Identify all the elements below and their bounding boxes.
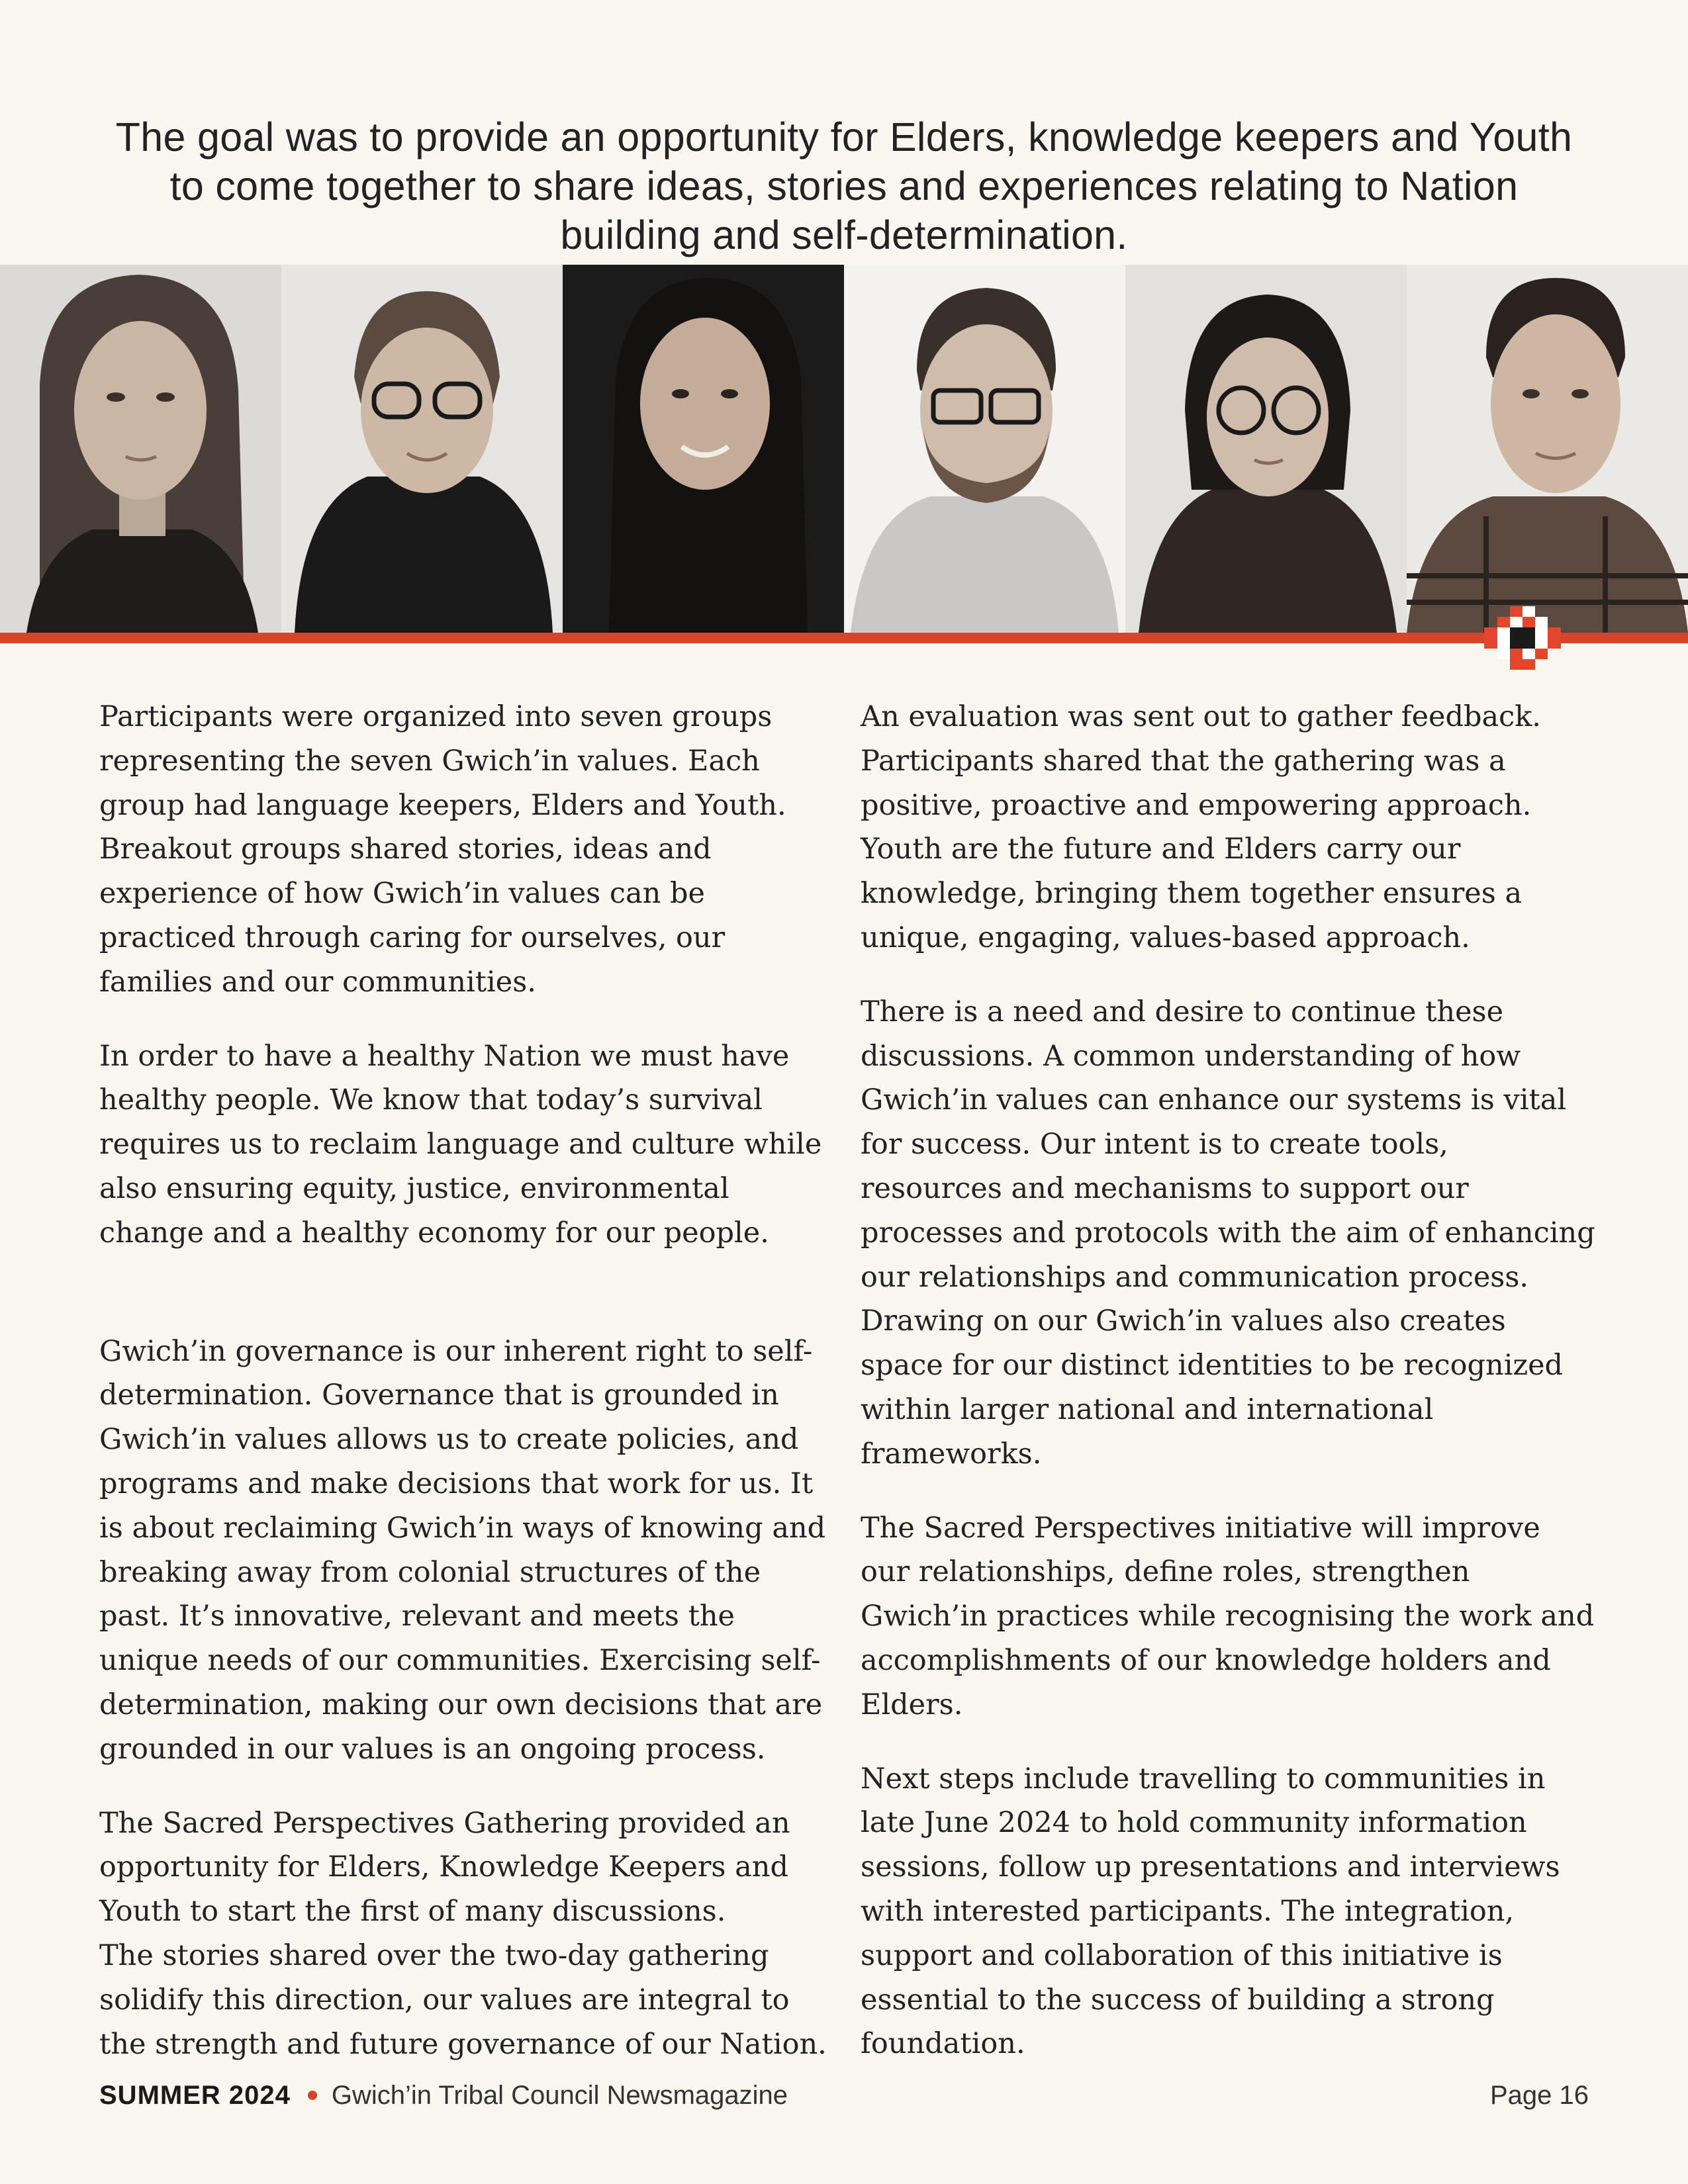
accent-rule	[0, 633, 1688, 643]
paragraph: The Sacred Perspectives Gathering provided an opportunity for Elders, Knowledge Keepers and Youth to start the first of many discussions.	[99, 1806, 790, 1929]
paragraph: An evaluation was sent out to gather feedback. Participants shared that the gathering was a positive, proactive and empowering approach. Youth are the future and Elders carry our knowledge, bringing them together ensures a unique, engaging, values-based approach.	[861, 700, 1541, 954]
paragraph: The Sacred Perspectives initiative will improve our relationships, define roles, strengthen Gwich’in practices while recognising the work and accomplishments of our knowledge holders and Elders.	[861, 1511, 1595, 1721]
page-number: Page 16	[1489, 2081, 1589, 2110]
portrait-3	[563, 265, 844, 633]
portrait-strip	[0, 265, 1688, 633]
portrait-2	[281, 265, 563, 633]
left-column	[99, 695, 834, 2066]
portrait-5	[1125, 265, 1407, 633]
paragraph: Breakout groups shared stories, ideas and experience of how Gwich’in values can be practiced through caring for ourselves, our families and our communities.	[99, 833, 726, 999]
paragraph: In order to have a healthy Nation we must have healthy people. We know that today’s survival requires us to reclaim language and culture while also ensuring equity, justice, environmental change and a healthy economy for our people.	[99, 1039, 822, 1250]
paragraph: There is a need and desire to continue these discussions. A common understanding of how Gwich’in values can enhance our systems is vital for success. Our intent is to create tools, resources and mechanisms to support our processes and protocols with the aim of enhancing our relationships and communication process. Drawing on our Gwich’in values also creates space for our distinct identities to be recognized within larger national and international frameworks.	[861, 995, 1595, 1471]
issue-season: SUMMER 2024	[99, 2081, 291, 2110]
portrait-4	[844, 265, 1125, 633]
paragraph: The stories shared over the two-day gathering solidify this direction, our values are integral to the strength and future governance of our Nation.	[99, 1938, 827, 2061]
page-footer	[99, 2077, 1589, 2114]
paragraph: Next steps include travelling to communities in late June 2024 to hold community information sessions, follow up presentations and interviews with interested participants. The integration, support and collaboration of this initiative is essential to the success of building a strong foundation.	[861, 1762, 1560, 2061]
paragraph: Gwich’in governance is our inherent right to self-determination. Governance that is grounded in Gwich’in values allows us to create policies, and programs and make decisions that work for us. It is about reclaiming Gwich’in ways of knowing and breaking away from colonial structures of the past. It’s innovative, relevant and meets the unique needs of our communities. Exercising self-determination, making our own decisions that are grounded in our values is an ongoing process.	[99, 1334, 826, 1766]
bullet-dot-icon	[308, 2091, 317, 2100]
portrait-1	[0, 265, 281, 633]
checker-ornament	[1484, 606, 1561, 670]
publication-name: Gwich’in Tribal Council Newsmagazine	[331, 2081, 788, 2110]
portrait-6	[1407, 265, 1688, 633]
right-column	[861, 695, 1595, 2066]
intro-quote: The goal was to provide an opportunity for Elders, knowledge keepers and Youth to come together to share ideas, stories and experiences relating to Nation building and self-determination.	[115, 114, 1573, 257]
paragraph: Participants were organized into seven groups representing the seven Gwich’in values. Each group had language keepers, Elders and Youth.	[99, 700, 786, 822]
